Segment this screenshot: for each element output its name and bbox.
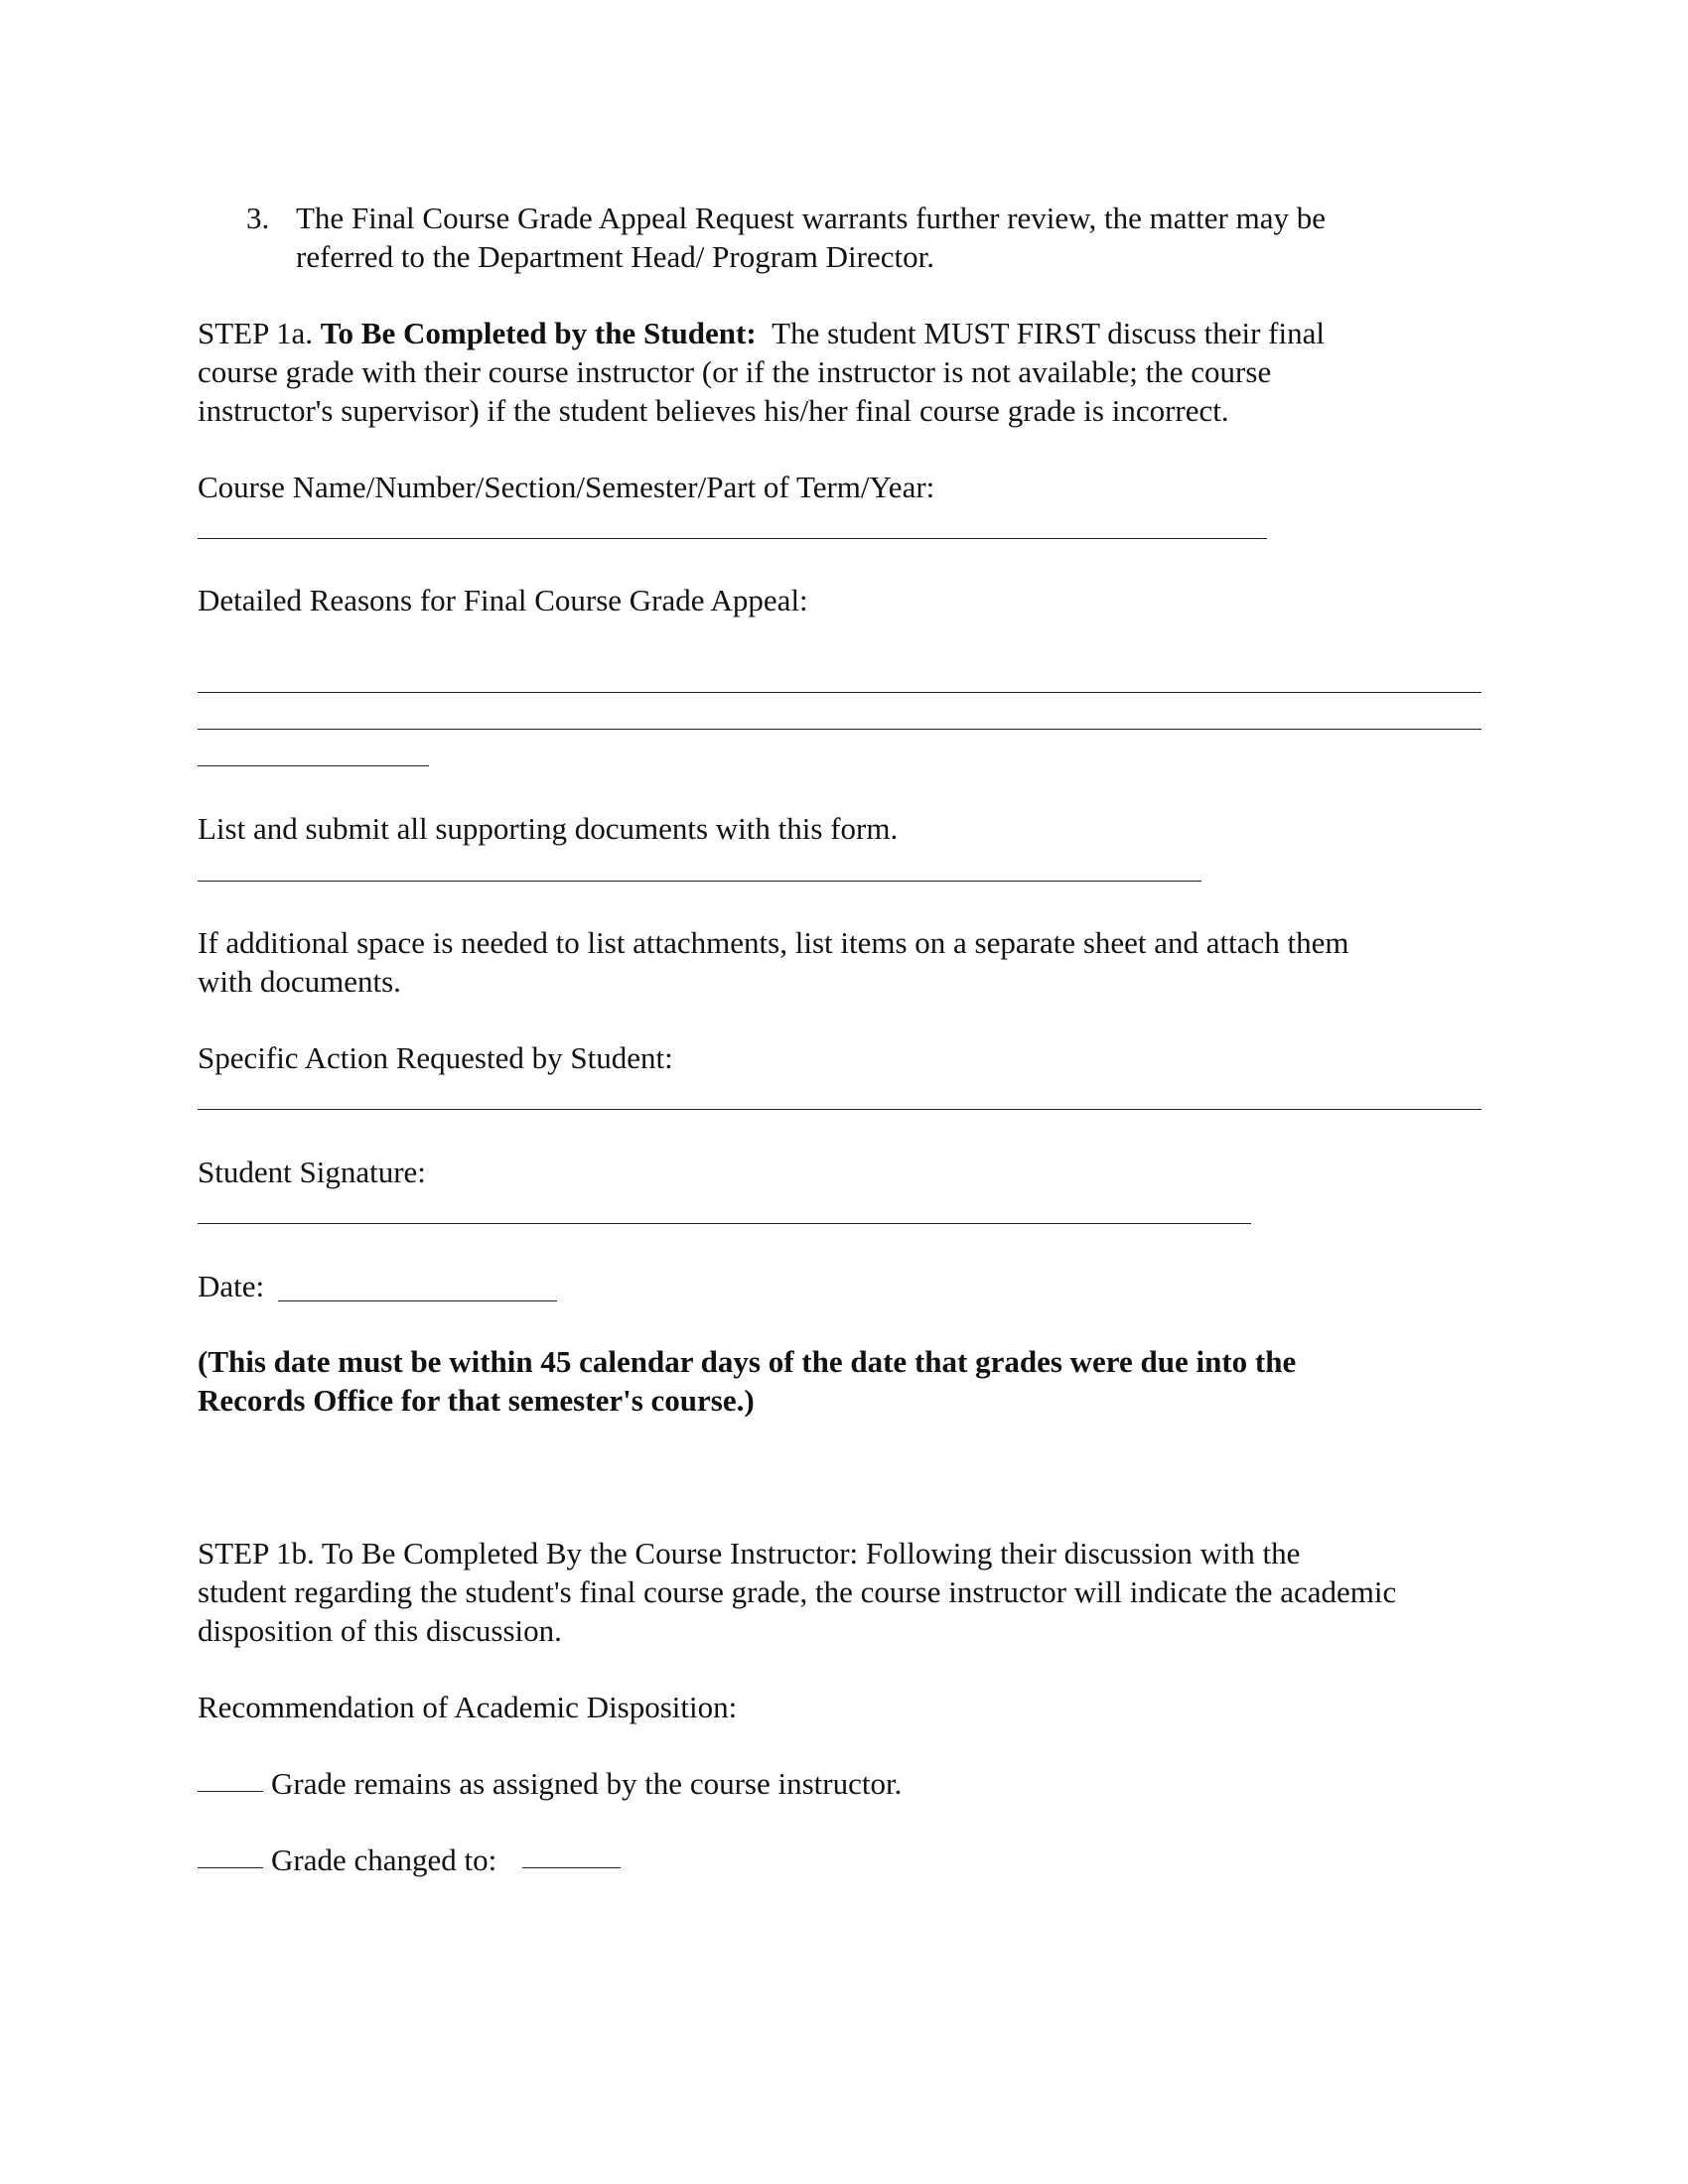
course-label: Course Name/Number/Section/Semester/Part of Term/Year:	[198, 470, 935, 504]
signature-input-line[interactable]	[198, 1223, 1251, 1224]
step1a-line2: course grade with their course instructor (or if the instructor is not available; the course	[198, 354, 1272, 389]
reasons-input-line-3[interactable]	[198, 765, 429, 766]
step1b-line1: STEP 1b. To Be Completed By the Course Instructor: Following their discussion with the	[198, 1536, 1301, 1570]
deadline-note-line1: (This date must be within 45 calendar days of the date that grades were due into the	[198, 1344, 1297, 1379]
additional-space-line2: with documents.	[198, 964, 401, 999]
course-input-line[interactable]	[198, 538, 1267, 539]
step1b-line2: student regarding the student's final course grade, the course instructor will indicate the academic	[198, 1574, 1397, 1609]
signature-label: Student Signature:	[198, 1155, 426, 1189]
step1a-line3: instructor's supervisor) if the student believes his/her final course grade is incorrect.	[198, 393, 1229, 428]
step1a-line1	[198, 314, 1325, 352]
disposition-heading: Recommendation of Academic Disposition:	[198, 1690, 738, 1724]
reasons-input-line-2[interactable]	[198, 729, 1481, 730]
reasons-input-line-1[interactable]	[198, 692, 1481, 693]
item3-line1: The Final Course Grade Appeal Request warrants further review, the matter may be	[296, 201, 1326, 235]
option2-label: Grade changed to:	[271, 1843, 497, 1877]
additional-space-line1: If additional space is needed to list attachments, list items on a separate sheet and attach them	[198, 925, 1349, 960]
option1-label: Grade remains as assigned by the course instructor.	[271, 1766, 903, 1801]
step1a-prefix: STEP 1a.	[198, 316, 313, 350]
date-label: Date:	[198, 1269, 265, 1303]
reasons-label: Detailed Reasons for Final Course Grade Appeal:	[198, 583, 808, 617]
item3-line2: referred to the Department Head/ Program Director.	[296, 239, 934, 274]
step1a-heading: To Be Completed by the Student:	[320, 316, 757, 350]
option1-checkbox-blank[interactable]	[198, 1791, 263, 1792]
step1b-line3: disposition of this discussion.	[198, 1613, 562, 1648]
deadline-note-line2: Records Office for that semester's course.)	[198, 1383, 755, 1418]
option2-checkbox-blank[interactable]	[198, 1867, 263, 1868]
step1a-rest: The student MUST FIRST discuss their final	[772, 316, 1325, 350]
documents-label: List and submit all supporting documents with this form.	[198, 811, 899, 846]
action-label: Specific Action Requested by Student:	[198, 1040, 673, 1075]
action-input-line[interactable]	[198, 1109, 1481, 1110]
list-number: 3.	[246, 201, 270, 235]
documents-input-line[interactable]	[198, 881, 1201, 882]
grade-changed-input-line[interactable]	[522, 1867, 621, 1868]
date-input-line[interactable]	[278, 1300, 557, 1301]
